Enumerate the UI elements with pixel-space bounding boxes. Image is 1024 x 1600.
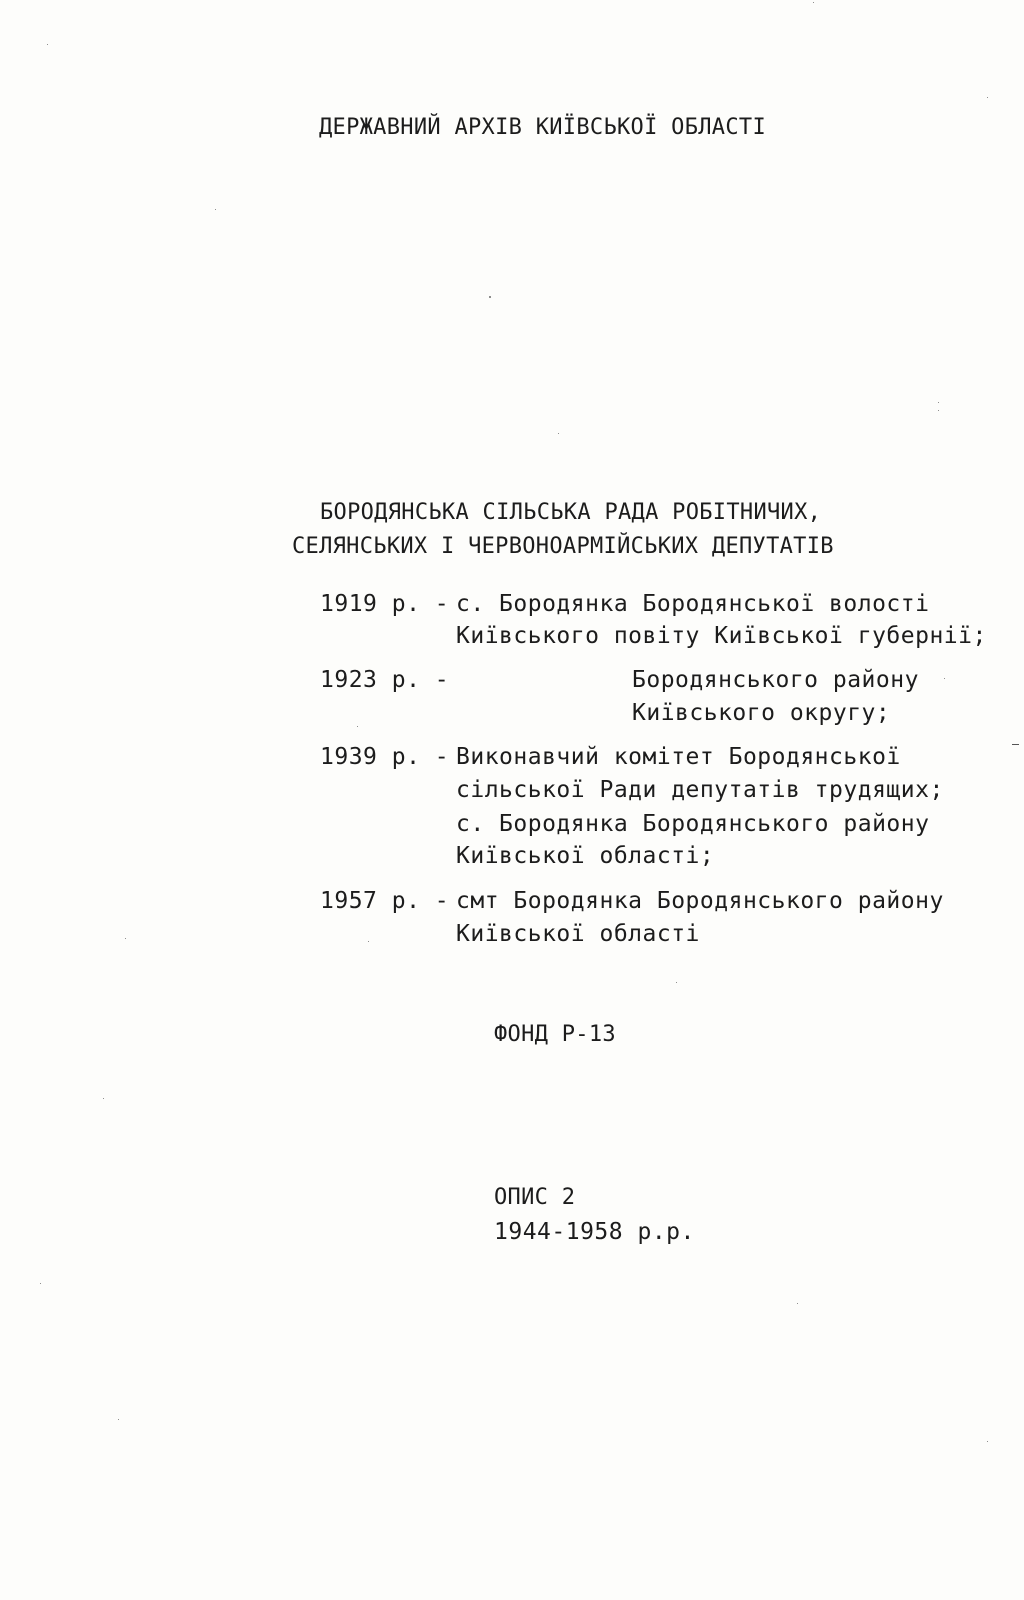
fund-title-line-1: БОРОДЯНСЬКА СІЛЬСЬКА РАДА РОБІТНИЧИХ, [320, 500, 822, 525]
history-text-1939-line-3: с. Бородянка Бородянського району [456, 811, 930, 837]
fond-number: ФОНД Р-13 [494, 1022, 616, 1047]
paper-speck [797, 1303, 798, 1304]
opys-number: ОПИС 2 [494, 1185, 576, 1210]
paper-speck [987, 1441, 988, 1442]
paper-speck [676, 982, 677, 983]
history-text-1939-line-2: сільської Ради депутатів трудящих; [456, 777, 944, 803]
paper-speck [215, 209, 216, 210]
paper-speck [987, 97, 988, 98]
paper-speck [938, 402, 939, 403]
fund-title-line-2: СЕЛЯНСЬКИХ І ЧЕРВОНОАРМІЙСЬКИХ ДЕПУТАТІВ [292, 534, 834, 559]
history-text-1919-line-2: Київського повіту Київської губернії; [456, 623, 987, 649]
history-year-1957: 1957 р. - [320, 888, 450, 914]
opys-years: 1944-1958 р.р. [494, 1219, 695, 1245]
paper-speck [813, 2, 814, 3]
history-year-1919: 1919 р. - [320, 591, 450, 617]
history-year-1939: 1939 р. - [320, 744, 450, 770]
paper-speck [938, 410, 939, 411]
paper-speck [118, 1419, 119, 1420]
paper-speck [944, 678, 945, 679]
history-year-1923: 1923 р. - [320, 667, 450, 693]
history-text-1919-line-1: с. Бородянка Бородянської волості [456, 591, 930, 617]
paper-speck [125, 938, 126, 939]
paper-speck [47, 44, 48, 45]
history-text-1939-line-4: Київської області; [456, 843, 715, 869]
history-text-1957-line-1: смт Бородянка Бородянського району [456, 888, 944, 914]
paper-speck [558, 433, 559, 434]
paper-speck [368, 941, 369, 942]
history-text-1923-line-1: Бородянського району [632, 667, 919, 693]
paper-speck [103, 1098, 104, 1099]
history-text-1957-line-2: Київської області [456, 921, 700, 947]
history-text-1939-line-1: Виконавчий комітет Бородянської [456, 744, 901, 770]
margin-mark [1012, 744, 1019, 745]
paper-speck [489, 296, 491, 298]
history-text-1923-line-2: Київського округу; [632, 700, 891, 726]
paper-speck [40, 1283, 41, 1284]
paper-speck [357, 726, 358, 727]
archive-name: ДЕРЖАВНИЙ АРХІВ КИЇВСЬКОЇ ОБЛАСТІ [319, 115, 766, 140]
